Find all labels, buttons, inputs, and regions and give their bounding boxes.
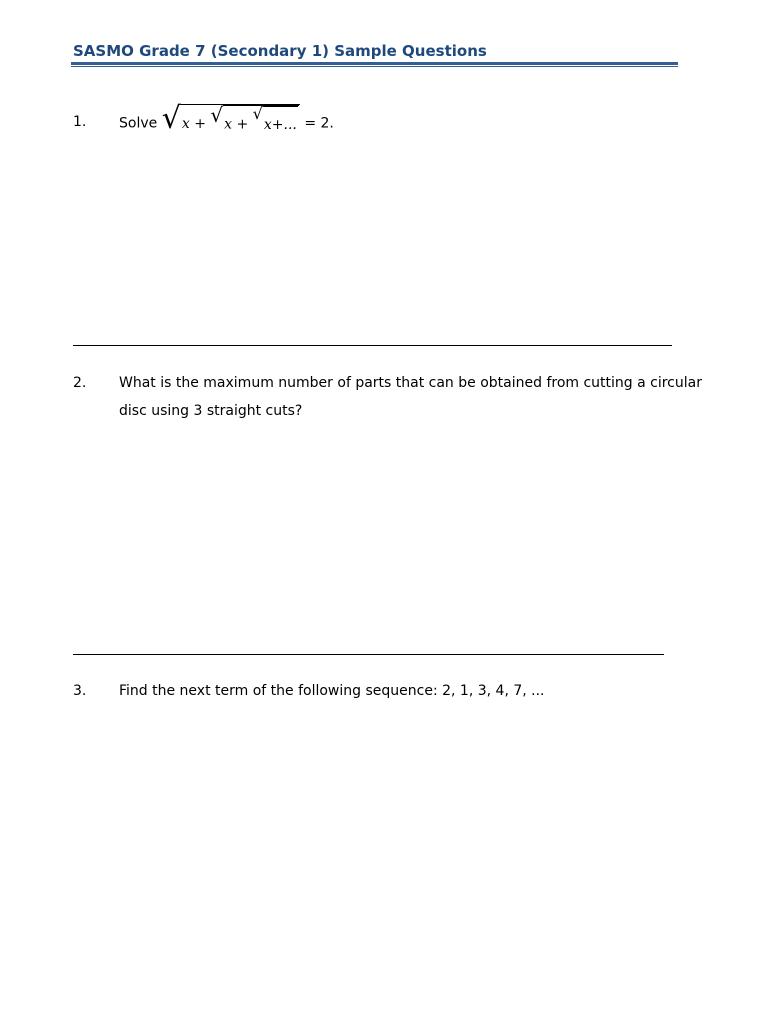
question-line: What is the maximum number of parts that can be obtained from cutting a circular: [119, 375, 702, 391]
question-number: 3.: [73, 683, 87, 699]
radical-outer: [161, 101, 300, 143]
question-text: [119, 369, 702, 425]
question-prefix: Solve: [119, 115, 158, 132]
question-line: Find the next term of the following sequence: 2, 1, 3, 4, 7, ...: [119, 683, 545, 699]
page-title: SASMO Grade 7 (Secondary 1) Sample Questions: [73, 42, 487, 60]
math-operator: +: [194, 116, 206, 132]
question-text: [119, 677, 545, 705]
question-number: 2.: [73, 375, 87, 391]
math-term: x: [181, 116, 190, 132]
header-rule: [71, 62, 678, 65]
radical-sign-icon: √: [161, 101, 181, 136]
answer-line: [73, 654, 664, 655]
header-rule-thin: [71, 66, 678, 67]
answer-line: [73, 345, 672, 346]
question-number: 1.: [73, 114, 87, 130]
math-term: x+...: [263, 106, 298, 143]
radical-middle: [210, 105, 298, 143]
question-line: disc using 3 straight cuts?: [119, 403, 303, 419]
radical-sign-icon: √: [210, 103, 224, 127]
math-term: x: [224, 116, 233, 133]
radical-middle-body: [223, 105, 299, 143]
radical-sign-icon: √: [252, 104, 263, 123]
radical-inner: [253, 106, 298, 143]
equation-rhs: = 2.: [304, 115, 334, 132]
math-operator: +: [236, 116, 249, 133]
radical-outer-body: [181, 104, 300, 143]
question-text: [119, 101, 334, 143]
